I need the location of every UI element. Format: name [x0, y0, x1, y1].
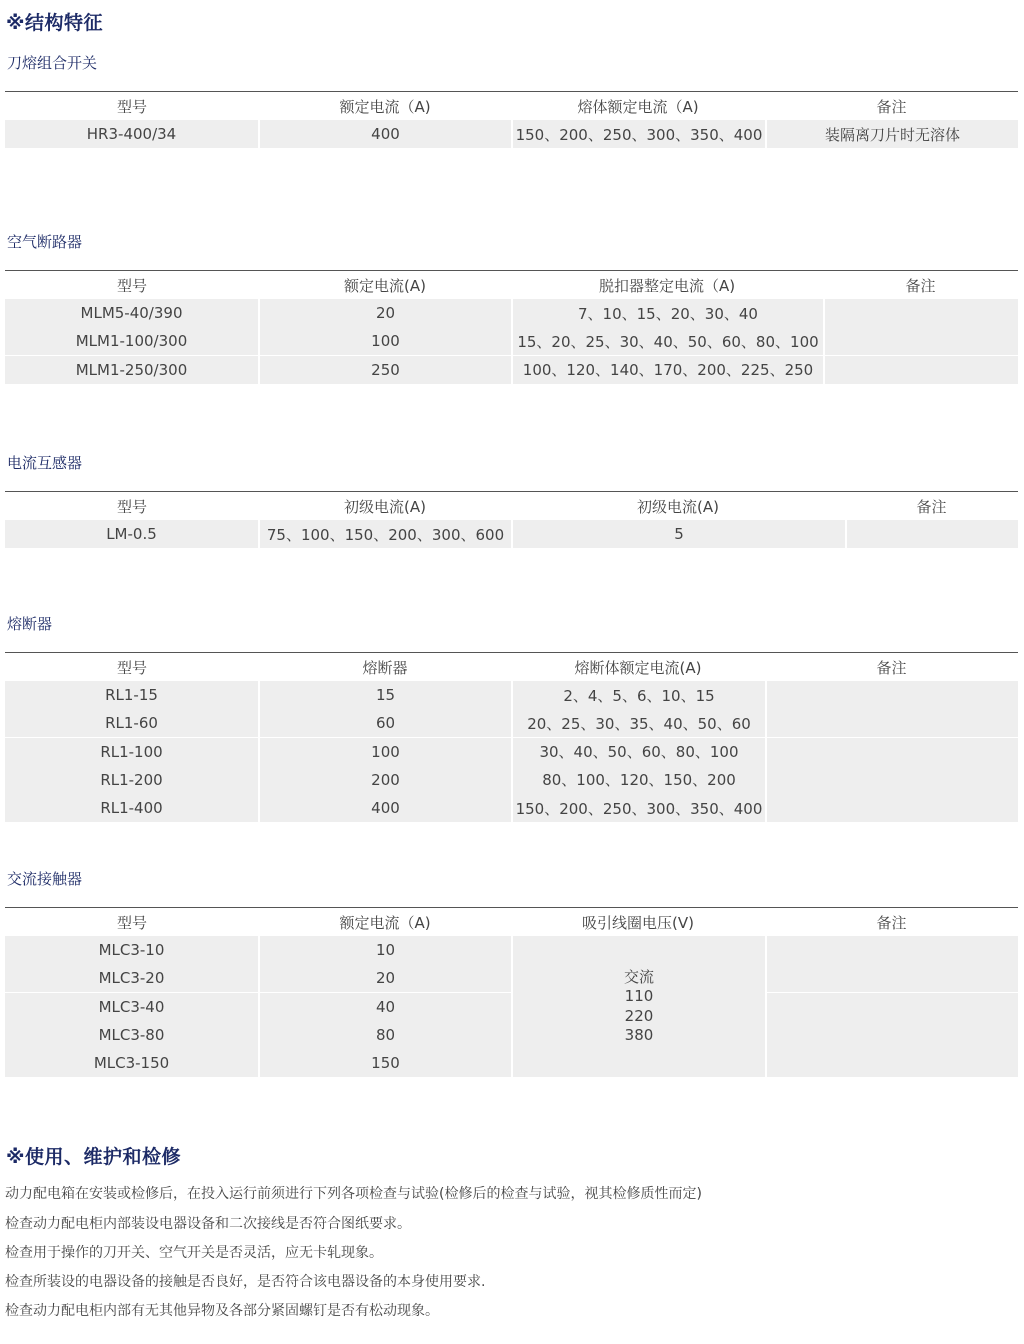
cell-remark: [767, 738, 1018, 766]
cell-rated-current: 40: [260, 993, 511, 1021]
voltage-line: 220: [624, 1006, 654, 1025]
table-row: [5, 794, 1018, 822]
table-ac-contactor: [5, 907, 1018, 1077]
header-rated-current: 额定电流(A): [259, 271, 511, 299]
cell-model: LM-0.5: [5, 520, 258, 548]
header-fuse-current: 熔体额定电流（A): [511, 92, 765, 120]
cell-remark: [825, 327, 1018, 355]
cell-fuse: 400: [260, 794, 511, 822]
table-row: [5, 299, 1018, 327]
cell-remark: [847, 520, 1018, 548]
cell-rated-current: 250: [260, 356, 511, 384]
header-model: 型号: [5, 92, 259, 120]
column-model: [5, 936, 258, 1077]
paragraph: 检查所装设的电器设备的接触是否良好，是否符合该电器设备的本身使用要求.: [5, 1274, 486, 1290]
cell-model: RL1-200: [5, 766, 258, 794]
cell-primary-current: 75、100、150、200、300、600: [260, 520, 511, 548]
table-row: [5, 327, 1018, 355]
cell-remark: [767, 993, 1018, 1021]
cell-model: RL1-15: [5, 681, 258, 709]
table-header-row: [5, 492, 1018, 520]
header-remark: 备注: [845, 492, 1018, 520]
cell-fuse-element-current: 2、4、5、6、10、15: [513, 681, 765, 709]
header-trip-current: 脱扣器整定电流（A): [511, 271, 823, 299]
header-model: 型号: [5, 908, 259, 936]
cell-trip-current: 100、120、140、170、200、225、250: [513, 356, 823, 384]
cell-fuse: 200: [260, 766, 511, 794]
cell-remark: [767, 766, 1018, 794]
cell-model: MLM5-40/390: [5, 299, 258, 327]
table-row: [5, 738, 1018, 766]
table-title-ac-contactor: 交流接触器: [7, 870, 83, 888]
cell-trip-current: 7、10、15、20、30、40: [513, 299, 823, 327]
cell-model: RL1-400: [5, 794, 258, 822]
cell-trip-current: 15、20、25、30、40、50、60、80、100: [513, 327, 823, 355]
cell-model: MLC3-150: [5, 1049, 258, 1077]
table-title-air-breaker: 空气断路器: [7, 233, 83, 251]
cell-model: MLC3-10: [5, 936, 258, 964]
table-title-current-transformer: 电流互感器: [7, 454, 83, 472]
cell-model: MLC3-40: [5, 993, 258, 1021]
cell-remark: [825, 299, 1018, 327]
table-row: [5, 709, 1018, 737]
table-row: [5, 356, 1018, 384]
table-knife-fuse-switch: [5, 91, 1018, 148]
cell-remark: [767, 794, 1018, 822]
header-remark: 备注: [823, 271, 1018, 299]
table-header-row: [5, 908, 1018, 936]
voltage-line: 110: [624, 987, 654, 1005]
voltage-line: 380: [624, 1026, 654, 1044]
cell-model: MLM1-100/300: [5, 327, 258, 355]
cell-remark: [825, 356, 1018, 384]
cell-fuse-element-current: 150、200、250、300、350、400: [513, 794, 765, 822]
column-remark: [767, 936, 1018, 1077]
cell-remark: [767, 936, 1018, 964]
table-body: [5, 936, 1018, 1077]
cell-rated-current: 20: [260, 299, 511, 327]
cell-rated-current: 20: [260, 964, 511, 992]
header-model: 型号: [5, 653, 259, 681]
table-title-fuse: 熔断器: [7, 615, 53, 633]
header-rated-current: 额定电流（A): [259, 92, 511, 120]
cell-remark: 装隔离刀片时无溶体: [767, 120, 1018, 148]
cell-rated-current: 150: [260, 1049, 511, 1077]
header-model: 型号: [5, 492, 259, 520]
cell-model: HR3-400/34: [5, 120, 258, 148]
cell-remark: [767, 709, 1018, 737]
cell-model: MLM1-250/300: [5, 356, 258, 384]
cell-fuse-current: 150、200、250、300、350、400: [513, 120, 765, 148]
header-remark: 备注: [765, 908, 1018, 936]
table-current-transformer: [5, 491, 1018, 548]
header-model: 型号: [5, 271, 259, 299]
cell-model: MLC3-20: [5, 964, 258, 992]
column-rated-current: [260, 936, 511, 1077]
cell-fuse: 100: [260, 738, 511, 766]
cell-rated-current: 80: [260, 1021, 511, 1049]
section-title-maintenance: ※使用、维护和检修: [6, 1146, 181, 1168]
table-header-row: [5, 271, 1018, 299]
cell-fuse: 15: [260, 681, 511, 709]
header-fuse-element-current: 熔断体额定电流(A): [511, 653, 765, 681]
header-primary-current-2: 初级电流(A): [511, 492, 845, 520]
table-row: [5, 766, 1018, 794]
header-coil-voltage: 吸引线圈电压(V): [511, 908, 765, 936]
cell-remark: [767, 681, 1018, 709]
table-row: [5, 681, 1018, 709]
cell-fuse-element-current: 80、100、120、150、200: [513, 766, 765, 794]
cell-fuse: 60: [260, 709, 511, 737]
table-row: [5, 520, 1018, 548]
table-row: [5, 120, 1018, 148]
table-header-row: [5, 653, 1018, 681]
cell-remark: [767, 1021, 1018, 1049]
cell-remark: [767, 1049, 1018, 1077]
cell-model: MLC3-80: [5, 1021, 258, 1049]
header-primary-current: 初级电流(A): [259, 492, 511, 520]
cell-model: RL1-60: [5, 709, 258, 737]
paragraph: 检查动力配电柜内部有无其他异物及各部分紧固螺钉是否有松动现象。: [5, 1303, 439, 1319]
cell-fuse-element-current: 20、25、30、35、40、50、60: [513, 709, 765, 737]
cell-rated-current: 400: [260, 120, 511, 148]
table-air-breaker: [5, 270, 1018, 384]
cell-rated-current: 100: [260, 327, 511, 355]
cell-rated-current: 10: [260, 936, 511, 964]
cell-remark: [767, 964, 1018, 992]
table-title-knife-fuse-switch: 刀熔组合开关: [7, 54, 98, 72]
table-fuse: [5, 652, 1018, 822]
paragraph: 检查用于操作的刀开关、空气开关是否灵活，应无卡轧现象。: [5, 1245, 383, 1261]
cell-model: RL1-100: [5, 738, 258, 766]
cell-fuse-element-current: 30、40、50、60、80、100: [513, 738, 765, 766]
paragraph: 检查动力配电柜内部装设电器设备和二次接线是否符合图纸要求。: [5, 1216, 411, 1232]
voltage-line: 交流: [623, 967, 654, 986]
section-title-structure: ※结构特征: [6, 12, 103, 34]
header-remark: 备注: [765, 653, 1018, 681]
cell-primary-current-2: 5: [513, 520, 845, 548]
header-fuse: 熔断器: [259, 653, 511, 681]
header-remark: 备注: [765, 92, 1018, 120]
cell-coil-voltage-merged: [513, 936, 765, 1077]
header-rated-current: 额定电流（A): [259, 908, 511, 936]
table-header-row: [5, 92, 1018, 120]
paragraph: 动力配电箱在安装或检修后，在投入运行前须进行下列各项检查与试验(检修后的检查与试验，视其检修质性而定): [5, 1186, 702, 1202]
